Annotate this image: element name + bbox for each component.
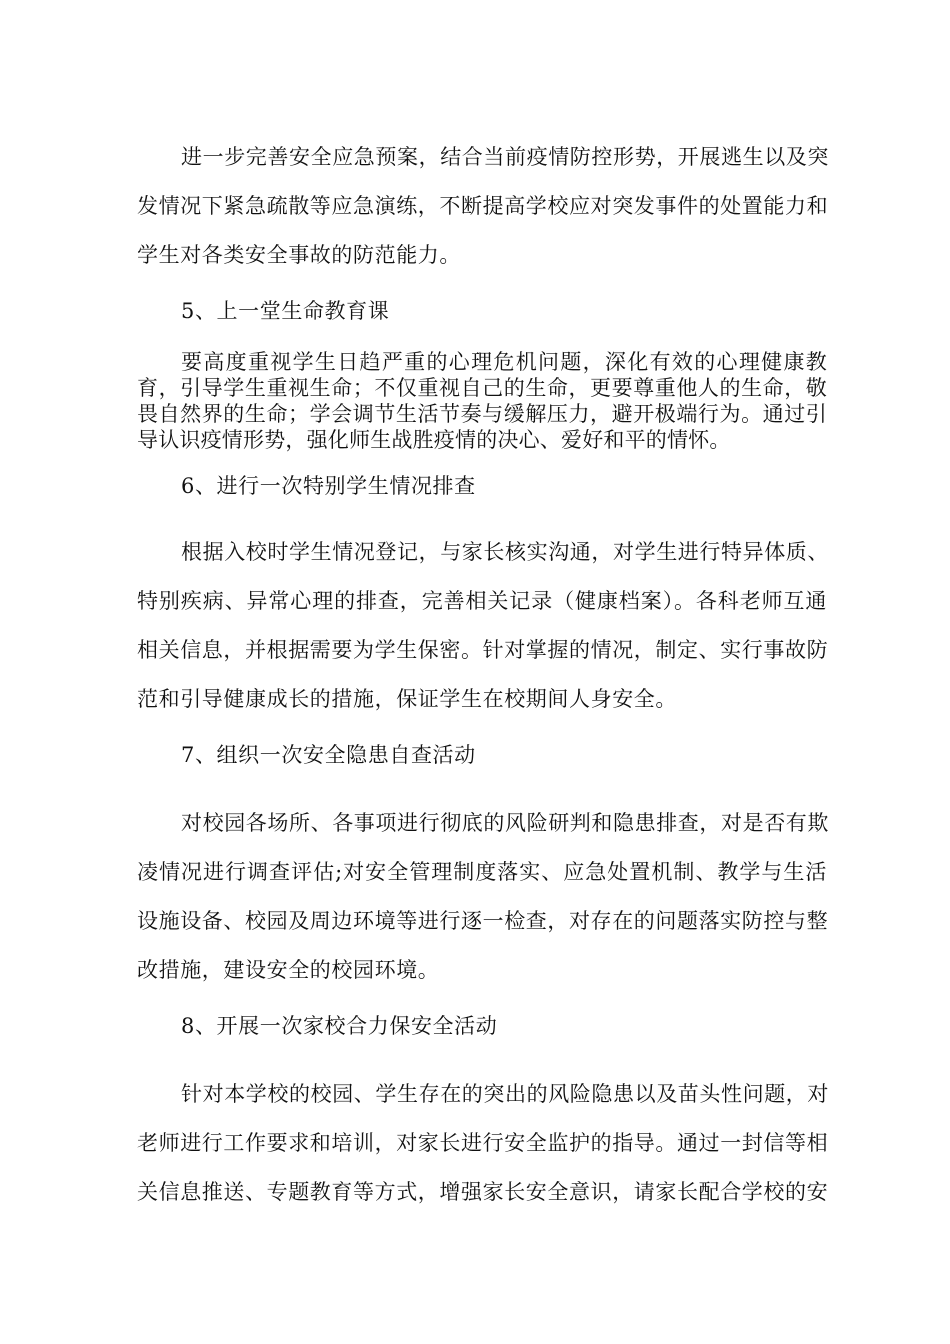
paragraph-line: 针对本学校的校园、学生存在的突出的风险隐患以及苗头性问题，对 xyxy=(181,1082,829,1106)
paragraph-line: 育，引导学生重视生命；不仅重视自己的生命，更要尊重他人的生命，敬 xyxy=(137,376,827,400)
paragraph-line: 关信息推送、专题教育等方式，增强家长安全意识，请家长配合学校的安 xyxy=(137,1180,829,1204)
section-heading: 5、上一堂生命教育课 xyxy=(181,299,390,323)
paragraph-line: 对校园各场所、各事项进行彻底的风险研判和隐患排查，对是否有欺 xyxy=(181,811,829,835)
paragraph-line: 导认识疫情形势，强化师生战胜疫情的决心、爱好和平的情怀。 xyxy=(137,428,731,452)
paragraph-line: 发情况下紧急疏散等应急演练，不断提高学校应对突发事件的处置能力和 xyxy=(137,194,829,218)
paragraph-line: 特别疾病、异常心理的排查，完善相关记录（健康档案）。各科老师互通 xyxy=(137,589,827,613)
paragraph-line: 老师进行工作要求和培训，对家长进行安全监护的指导。通过一封信等相 xyxy=(137,1131,829,1155)
paragraph-line: 设施设备、校园及周边环境等进行逐一检查，对存在的问题落实防控与整 xyxy=(137,909,829,933)
paragraph-line: 相关信息，并根据需要为学生保密。针对掌握的情况，制定、实行事故防 xyxy=(137,638,829,662)
section-heading: 7、组织一次安全隐患自查活动 xyxy=(181,743,476,767)
paragraph-line: 根据入校时学生情况登记，与家长核实沟通，对学生进行特异体质、 xyxy=(181,540,829,564)
paragraph-line: 畏自然界的生命；学会调节生活节奏与缓解压力，避开极端行为。通过引 xyxy=(137,402,827,426)
paragraph-line: 要高度重视学生日趋严重的心理危机问题，深化有效的心理健康教 xyxy=(181,350,827,374)
paragraph-line: 范和引导健康成长的措施，保证学生在校期间人身安全。 xyxy=(137,687,677,711)
section-heading: 6、进行一次特别学生情况排查 xyxy=(181,474,476,498)
paragraph-line: 学生对各类安全事故的防范能力。 xyxy=(137,243,461,267)
paragraph-line: 改措施，建设安全的校园环境。 xyxy=(137,958,440,982)
section-heading: 8、开展一次家校合力保安全活动 xyxy=(181,1014,498,1038)
paragraph-line: 凌情况进行调查评估;对安全管理制度落实、应急处置机制、教学与生活 xyxy=(137,860,827,884)
paragraph-line: 进一步完善安全应急预案，结合当前疫情防控形势，开展逃生以及突 xyxy=(181,145,829,169)
